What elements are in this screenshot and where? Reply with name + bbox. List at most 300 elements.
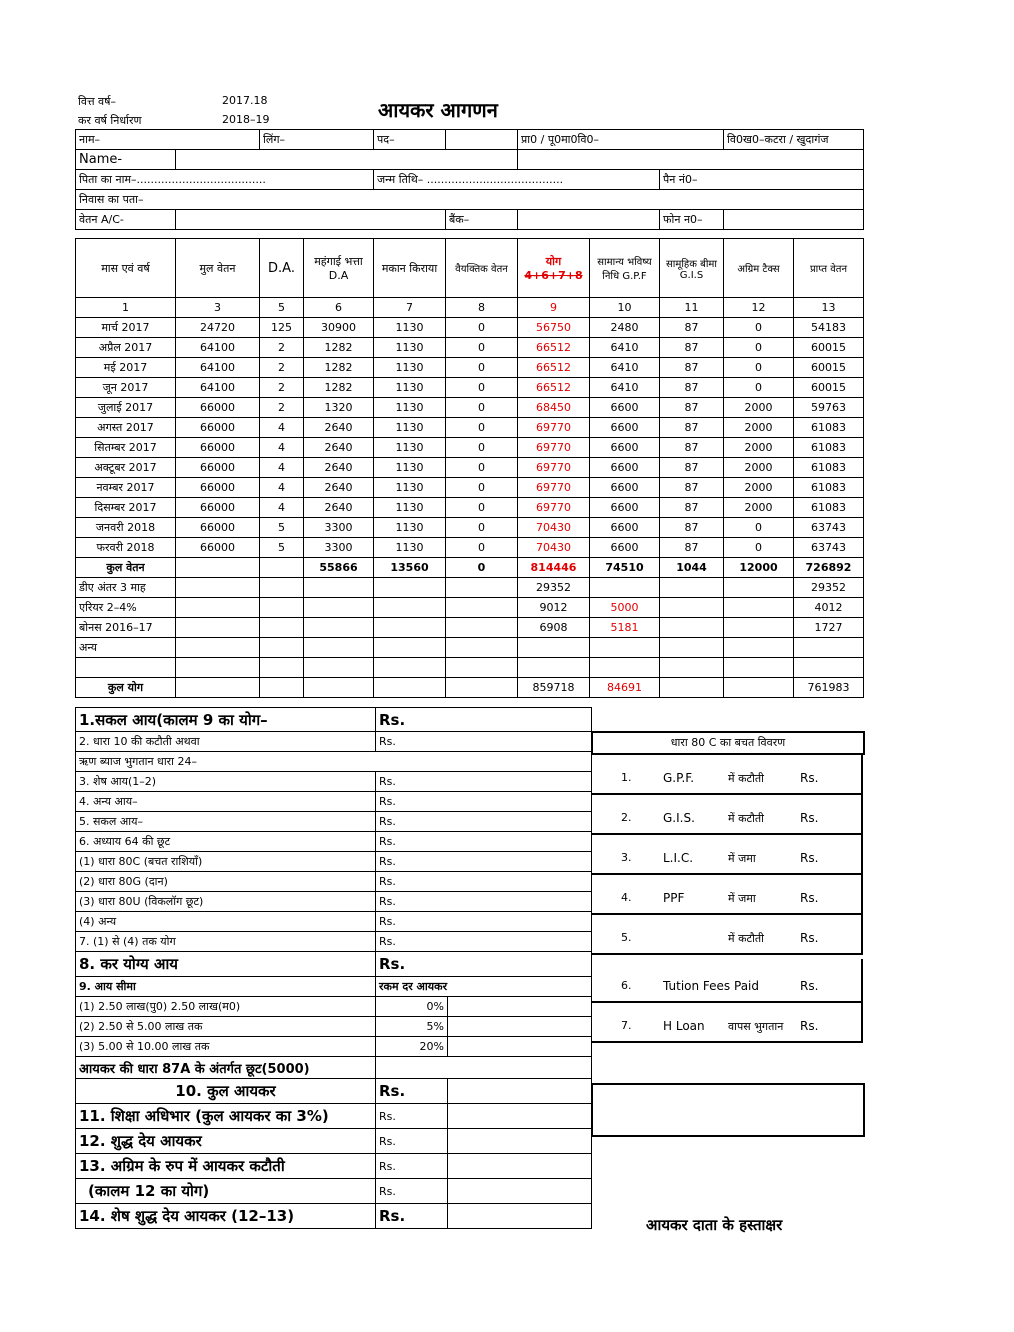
rs-label: Rs. xyxy=(376,1129,448,1154)
cell: 6410 xyxy=(590,358,660,378)
name-label: नाम– xyxy=(76,130,260,150)
total-income-label: 5. सकल आय– xyxy=(76,812,376,832)
col-number: 3 xyxy=(176,298,260,318)
cell: 2000 xyxy=(724,418,794,438)
ch64-label: 6. अध्याय 64 की छूट xyxy=(76,832,376,852)
cell: 54183 xyxy=(794,318,864,338)
savings-item-mode: में जमा xyxy=(728,892,756,905)
col-header: मकान किराया xyxy=(374,239,446,298)
cell: 1130 xyxy=(374,358,446,378)
savings-item-name: G.P.F. xyxy=(663,771,695,785)
cell: 1282 xyxy=(304,378,374,398)
cell: 0 xyxy=(446,458,518,478)
table-row xyxy=(76,598,864,618)
savings-item xyxy=(591,1001,863,1043)
sum14-label: 7. (1) से (4) तक योग xyxy=(76,932,376,952)
cell: 0 xyxy=(724,518,794,538)
col-header: महंगाई भत्ता D.A xyxy=(304,239,374,298)
cell xyxy=(374,678,446,698)
cell: 2000 xyxy=(724,498,794,518)
col-number: 10 xyxy=(590,298,660,318)
savings-item-rs: Rs. xyxy=(800,979,819,993)
savings-title: धारा 80 C का बचत विवरण xyxy=(670,736,786,749)
savings-item-name: Tution Fees Paid xyxy=(663,979,759,993)
row-label: अगस्त 2017 xyxy=(76,418,176,438)
cell: 4 xyxy=(260,418,304,438)
cell: 29352 xyxy=(794,578,864,598)
col-number: 9 xyxy=(518,298,590,318)
table-row xyxy=(76,338,864,358)
sec10-label: 2. धारा 10 की कटौती अथवा xyxy=(76,732,376,752)
cell: 6600 xyxy=(590,398,660,418)
s80g-label: (2) धारा 80G (दान) xyxy=(76,872,376,892)
cell xyxy=(660,598,724,618)
cell: 2640 xyxy=(304,498,374,518)
cell xyxy=(374,578,446,598)
rs-label: Rs. xyxy=(376,872,592,892)
cell: 6600 xyxy=(590,438,660,458)
savings-item-n: 5. xyxy=(621,931,632,944)
cell: 5 xyxy=(260,538,304,558)
savings-item-n: 7. xyxy=(621,1019,632,1032)
cell xyxy=(304,678,374,698)
fy-value: 2017.18 xyxy=(222,94,268,107)
slab3-rate: 20% xyxy=(376,1037,448,1057)
table-row xyxy=(76,438,864,458)
slab1-rate: 0% xyxy=(376,997,448,1017)
ay-label: कर वर्ष निर्धारण xyxy=(78,114,142,127)
cell: 87 xyxy=(660,478,724,498)
fy-label: वित्त वर्ष– xyxy=(78,95,117,108)
row-label: अप्रैल 2017 xyxy=(76,338,176,358)
cell xyxy=(304,598,374,618)
cell: 2 xyxy=(260,338,304,358)
cell: 6600 xyxy=(590,518,660,538)
savings-item-n: 2. xyxy=(621,811,632,824)
table-row xyxy=(76,378,864,398)
cell: 125 xyxy=(260,318,304,338)
bank-label: बैंक– xyxy=(446,210,518,230)
table-row xyxy=(76,618,864,638)
school-label: प्रा0 / पू0मा0वि0– xyxy=(518,130,724,150)
gender-label: लिंग– xyxy=(260,130,374,150)
pan-label: पैन नं0– xyxy=(660,170,864,190)
interest-label: ऋण ब्याज भुगतान धारा 24– xyxy=(76,752,592,772)
post-label: पद– xyxy=(374,130,446,150)
cell: 2000 xyxy=(724,458,794,478)
col-number: 7 xyxy=(374,298,446,318)
slab3-label: (3) 5.00 से 10.00 लाख तक xyxy=(76,1037,376,1057)
col-number: 8 xyxy=(446,298,518,318)
table-row xyxy=(76,638,864,658)
cell: 87 xyxy=(660,398,724,418)
cell xyxy=(260,598,304,618)
cell xyxy=(794,638,864,658)
cell xyxy=(446,578,518,598)
cell: 5 xyxy=(260,518,304,538)
cell: 1130 xyxy=(374,398,446,418)
row-label: बोनस 2016–17 xyxy=(76,618,176,638)
calc-table xyxy=(75,707,592,1229)
savings-item-name: G.I.S. xyxy=(663,811,695,825)
cell: 1282 xyxy=(304,358,374,378)
cell xyxy=(176,678,260,698)
cell: 1282 xyxy=(304,338,374,358)
row-label: दिसम्बर 2017 xyxy=(76,498,176,518)
rs-label: Rs. xyxy=(376,932,592,952)
col-header: अग्रिम टैक्स xyxy=(724,239,794,298)
table-header-row xyxy=(76,239,864,298)
cell: 859718 xyxy=(518,678,590,698)
table-row xyxy=(76,538,864,558)
cell: 66000 xyxy=(176,418,260,438)
cell: 56750 xyxy=(518,318,590,338)
cell xyxy=(446,598,518,618)
cell: 60015 xyxy=(794,378,864,398)
cell: 726892 xyxy=(794,558,864,578)
savings-item-rs: Rs. xyxy=(800,771,819,785)
cell: 87 xyxy=(660,318,724,338)
cell: 61083 xyxy=(794,438,864,458)
cell: 61083 xyxy=(794,418,864,438)
cell: 0 xyxy=(446,378,518,398)
cell xyxy=(660,678,724,698)
cell: 3300 xyxy=(304,538,374,558)
table-row xyxy=(76,398,864,418)
cell: 69770 xyxy=(518,418,590,438)
advance-label: 13. अग्रिम के रुप में आयकर कटौती xyxy=(76,1154,376,1179)
cell: 87 xyxy=(660,538,724,558)
table-row xyxy=(76,518,864,538)
cell: 69770 xyxy=(518,458,590,478)
cell: 24720 xyxy=(176,318,260,338)
cell: 1130 xyxy=(374,438,446,458)
row-label: जनवरी 2018 xyxy=(76,518,176,538)
col12-label: (कालम 12 का योग) xyxy=(76,1179,376,1204)
net-tax-label: 12. शुद्ध देय आयकर xyxy=(76,1129,376,1154)
cell xyxy=(260,678,304,698)
rs-label: Rs. xyxy=(376,792,592,812)
savings-item xyxy=(591,959,863,1003)
name-en-field[interactable] xyxy=(176,150,518,170)
cell xyxy=(660,578,724,598)
cell: 69770 xyxy=(518,438,590,458)
cell: 1130 xyxy=(374,378,446,398)
cell: 63743 xyxy=(794,538,864,558)
cell: 0 xyxy=(446,558,518,578)
savings-item xyxy=(591,913,863,955)
rs-label: Rs. xyxy=(376,892,592,912)
cell: 2640 xyxy=(304,438,374,458)
cell: 2640 xyxy=(304,478,374,498)
slab2-rate: 5% xyxy=(376,1017,448,1037)
cell: 69770 xyxy=(518,478,590,498)
cell: 6600 xyxy=(590,458,660,478)
rs-label: Rs. xyxy=(376,772,592,792)
cell xyxy=(260,658,304,678)
cell xyxy=(260,638,304,658)
cell: 61083 xyxy=(794,478,864,498)
cell xyxy=(260,558,304,578)
cell: 84691 xyxy=(590,678,660,698)
col-number: 12 xyxy=(724,298,794,318)
savings-item-n: 6. xyxy=(621,979,632,992)
cell: 87 xyxy=(660,498,724,518)
cell: 87 xyxy=(660,518,724,538)
table-row xyxy=(76,658,864,678)
rs-label: Rs. xyxy=(376,1154,448,1179)
cell: 55866 xyxy=(304,558,374,578)
savings-item-mode: में कटौती xyxy=(728,932,765,945)
cell: 70430 xyxy=(518,518,590,538)
cell xyxy=(724,658,794,678)
savings-item-n: 4. xyxy=(621,891,632,904)
cell xyxy=(446,658,518,678)
row-label: डीए अंतर 3 माह xyxy=(76,578,176,598)
row-label: नवम्बर 2017 xyxy=(76,478,176,498)
cell xyxy=(176,598,260,618)
cell xyxy=(660,658,724,678)
cell: 68450 xyxy=(518,398,590,418)
cell: 0 xyxy=(724,358,794,378)
savings-item-name: L.I.C. xyxy=(663,851,694,865)
col-number: 11 xyxy=(660,298,724,318)
cell xyxy=(446,638,518,658)
cell: 87 xyxy=(660,378,724,398)
savings-item-name: PPF xyxy=(663,891,685,905)
cell xyxy=(724,678,794,698)
table-row xyxy=(76,358,864,378)
cell: 66000 xyxy=(176,538,260,558)
rs-label: Rs. xyxy=(376,1179,448,1204)
total-tax-label: 10. कुल आयकर xyxy=(76,1079,376,1104)
col-number: 6 xyxy=(304,298,374,318)
cell: 63743 xyxy=(794,518,864,538)
cell xyxy=(518,638,590,658)
rebate-label: आयकर की धारा 87A के अंतर्गत छूट(5000) xyxy=(76,1057,376,1079)
row-label: मई 2017 xyxy=(76,358,176,378)
cell: 66000 xyxy=(176,458,260,478)
rs-label: Rs. xyxy=(376,832,592,852)
rs-label: Rs. xyxy=(376,732,592,752)
cell xyxy=(304,618,374,638)
info-table xyxy=(75,129,864,230)
cell: 4 xyxy=(260,498,304,518)
cell: 64100 xyxy=(176,338,260,358)
slab2-label: (2) 2.50 से 5.00 लाख तक xyxy=(76,1017,376,1037)
col-header: मास एवं वर्ष xyxy=(76,239,176,298)
cell: 4 xyxy=(260,458,304,478)
cell: 87 xyxy=(660,418,724,438)
rs-label: Rs. xyxy=(376,852,592,872)
slab1-label: (1) 2.50 लाख(पु0) 2.50 लाख(म0) xyxy=(76,997,376,1017)
cell xyxy=(260,578,304,598)
col-header: प्राप्त वेतन xyxy=(794,239,864,298)
savings-footer-box xyxy=(591,1083,865,1137)
cell: 66000 xyxy=(176,398,260,418)
cell: 0 xyxy=(724,338,794,358)
salary-ac-label: वेतन A/C- xyxy=(76,210,176,230)
savings-item-mode: में कटौती xyxy=(728,772,765,785)
savings-item xyxy=(591,753,863,795)
ay-value: 2018–19 xyxy=(222,113,270,126)
table-row xyxy=(76,678,864,698)
table-row xyxy=(76,418,864,438)
cell: 87 xyxy=(660,458,724,478)
col-number-row xyxy=(76,298,864,318)
cell: 74510 xyxy=(590,558,660,578)
table-row xyxy=(76,498,864,518)
cell: 2640 xyxy=(304,458,374,478)
col-header: सामान्य भविष्य निधि G.P.F xyxy=(590,239,660,298)
cell: 66000 xyxy=(176,438,260,458)
rs-label: Rs. xyxy=(376,952,592,977)
col-number: 1 xyxy=(76,298,176,318)
savings-item-rs: Rs. xyxy=(800,1019,819,1033)
cell xyxy=(176,618,260,638)
cell: 1727 xyxy=(794,618,864,638)
cell: 0 xyxy=(724,538,794,558)
row-label: जुलाई 2017 xyxy=(76,398,176,418)
cell: 3300 xyxy=(304,518,374,538)
cell xyxy=(374,658,446,678)
cell: 1130 xyxy=(374,498,446,518)
col-header: वैयक्तिक वेतन xyxy=(446,239,518,298)
cell: 9012 xyxy=(518,598,590,618)
cell: 0 xyxy=(446,418,518,438)
savings-item-rs: Rs. xyxy=(800,811,819,825)
row-label: मार्च 2017 xyxy=(76,318,176,338)
cell: 1130 xyxy=(374,478,446,498)
cell: 0 xyxy=(446,538,518,558)
savings-item-mode: में जमा xyxy=(728,852,756,865)
cell xyxy=(724,618,794,638)
col-number: 5 xyxy=(260,298,304,318)
cell: 87 xyxy=(660,358,724,378)
row-label: कुल योग xyxy=(76,678,176,698)
cell xyxy=(304,658,374,678)
table-row xyxy=(76,578,864,598)
row-label: एरियर 2–4% xyxy=(76,598,176,618)
cell: 30900 xyxy=(304,318,374,338)
savings-item xyxy=(591,793,863,835)
cell: 2000 xyxy=(724,438,794,458)
cell: 761983 xyxy=(794,678,864,698)
cell: 87 xyxy=(660,438,724,458)
cell: 1044 xyxy=(660,558,724,578)
col-header: सामूहिक बीमा G.I.S xyxy=(660,239,724,298)
cell xyxy=(374,598,446,618)
cell: 4 xyxy=(260,478,304,498)
balance-label: 3. शेष आय(1–2) xyxy=(76,772,376,792)
cell xyxy=(590,658,660,678)
yog-label: योग xyxy=(545,255,562,268)
cell: 1130 xyxy=(374,458,446,478)
cell: 0 xyxy=(446,338,518,358)
rs-label: Rs. xyxy=(376,912,592,932)
cell: 6410 xyxy=(590,338,660,358)
cell: 66000 xyxy=(176,498,260,518)
row-label: कुल वेतन xyxy=(76,558,176,578)
cell: 4 xyxy=(260,438,304,458)
block-label: वि0ख0–कटरा / खुदागंज xyxy=(724,130,864,150)
table-row xyxy=(76,478,864,498)
cell xyxy=(590,578,660,598)
cell: 0 xyxy=(724,318,794,338)
other-income-label: 4. अन्य आय– xyxy=(76,792,376,812)
other4-label: (4) अन्य xyxy=(76,912,376,932)
cell: 5181 xyxy=(590,618,660,638)
rs-label: Rs. xyxy=(376,1079,448,1104)
cell: 61083 xyxy=(794,498,864,518)
cell: 59763 xyxy=(794,398,864,418)
cell: 1130 xyxy=(374,338,446,358)
cell: 2000 xyxy=(724,478,794,498)
cell: 2 xyxy=(260,398,304,418)
cell: 6410 xyxy=(590,378,660,398)
cell: 66000 xyxy=(176,518,260,538)
cell xyxy=(518,658,590,678)
savings-item xyxy=(591,873,863,915)
savings-item-mode: में कटौती xyxy=(728,812,765,825)
cell xyxy=(374,638,446,658)
row-label: फरवरी 2018 xyxy=(76,538,176,558)
cell: 64100 xyxy=(176,378,260,398)
cell: 6600 xyxy=(590,478,660,498)
cell: 29352 xyxy=(518,578,590,598)
rs-label: Rs. xyxy=(376,1204,448,1229)
savings-item-mode: वापस भुगतान xyxy=(728,1020,784,1033)
cell: 2640 xyxy=(304,418,374,438)
row-label: सितम्बर 2017 xyxy=(76,438,176,458)
cell xyxy=(446,618,518,638)
cell: 1130 xyxy=(374,538,446,558)
table-row xyxy=(76,318,864,338)
cell xyxy=(374,618,446,638)
savings-item-n: 1. xyxy=(621,771,632,784)
cell xyxy=(724,598,794,618)
cell: 0 xyxy=(446,478,518,498)
cell: 13560 xyxy=(374,558,446,578)
cell: 2 xyxy=(260,358,304,378)
page-title: आयकर आगणन xyxy=(378,98,498,122)
address-label: निवास का पता– xyxy=(76,190,864,210)
cell: 64100 xyxy=(176,358,260,378)
cell: 60015 xyxy=(794,358,864,378)
cell xyxy=(304,638,374,658)
table-row xyxy=(76,558,864,578)
limit-label: 9. आय सीमा xyxy=(76,977,376,997)
salary-table xyxy=(75,238,864,698)
savings-item-rs: Rs. xyxy=(800,891,819,905)
cell xyxy=(176,578,260,598)
cell xyxy=(304,578,374,598)
col-header-yog xyxy=(518,239,590,298)
phone-label: फोन न0– xyxy=(660,210,724,230)
taxable-label: 8. कर योग्य आय xyxy=(76,952,376,977)
cell xyxy=(724,638,794,658)
cell: 2000 xyxy=(724,398,794,418)
cell: 0 xyxy=(446,498,518,518)
cell: 0 xyxy=(724,378,794,398)
cell: 70430 xyxy=(518,538,590,558)
cell: 61083 xyxy=(794,458,864,478)
cell: 66512 xyxy=(518,378,590,398)
cell xyxy=(176,658,260,678)
row-label xyxy=(76,658,176,678)
name-en-label: Name- xyxy=(76,150,176,170)
cell xyxy=(590,638,660,658)
